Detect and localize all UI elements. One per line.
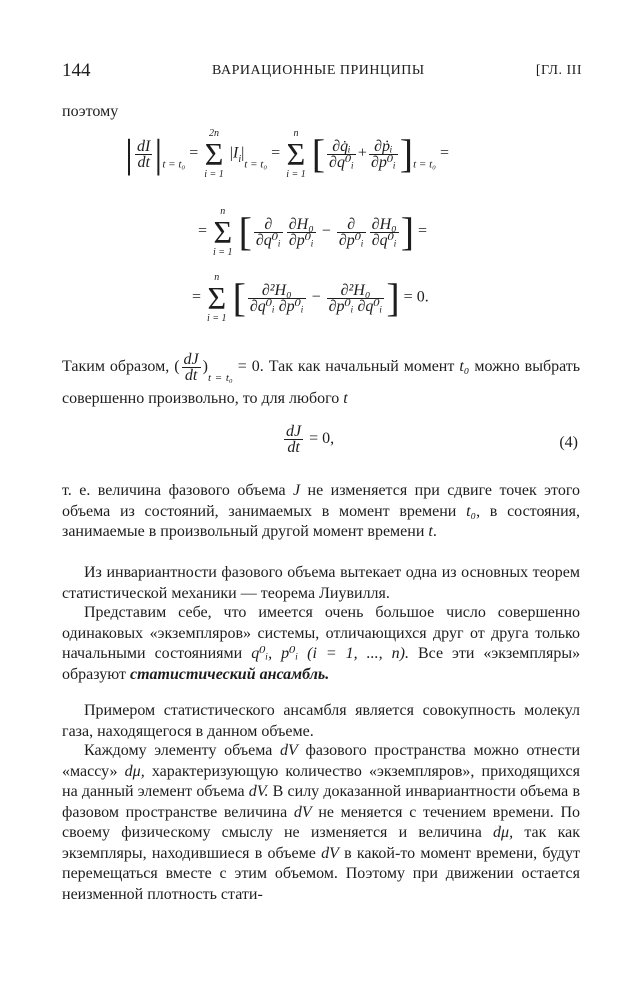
paragraph-liouville: Из инвариантности фазового объема вытекает одна из основных теорем статистической механики — теорема Лиувилля. — [62, 564, 580, 602]
fraction-dJ-dt: $\frac{dJ}{dt}$ — [183, 351, 199, 384]
paragraph-example: Примером статистического ансамбля является совокупность молекул газа, находящегося в данном объеме. — [62, 702, 580, 740]
sum-n: n Σ i = 1 — [207, 272, 227, 324]
fraction-dI-dt: $\frac{dI}{dt}$ — [137, 137, 151, 171]
running-head — [62, 60, 582, 82]
equation-line-3: = n Σ i = 1 [ $\frac{\text{∂²H₀}}{\text{∂q⁰ᵢ ∂p⁰ᵢ}}$ − $\frac{\text{∂²H₀}}{\text{∂p⁰ᵢ ∂q⁰ᵢ}}$ ] = 0. — [192, 272, 429, 324]
paragraph-ensemble: Представим себе, что имеется очень большое число совершенно одинаковых «экземпляров» системы, отличающихся друг от друга только начальными состояниями q⁰ᵢ, p⁰ᵢ (i = 1, ..., n). Все эти «экземпляры» образуют статистический ансамбль. — [62, 604, 581, 683]
page-number: 144 — [62, 60, 91, 81]
intro-word: поэтому — [62, 103, 119, 120]
sum-2n: 2n Σ i = 1 — [204, 128, 224, 180]
abs-bar-left: | — [125, 131, 134, 176]
equation-line-1: | $\frac{dI}{dt}$ $|_{t = t_0}$ = 2n Σ i = 1 $|I_i|_{t = t_0}$ = n Σ i = 1 [ $\frac{\text{∂q̇ᵢ}}{\text{∂q⁰ᵢ}}$ + $\frac{\text{∂ṗᵢ}}{\text{∂p⁰ᵢ}}$ ]$_{t = t_0}$ = — [125, 128, 450, 180]
abs-bar-right: | — [154, 131, 163, 176]
chapter-reference: [ГЛ. III — [535, 63, 582, 78]
sum-n: n Σ i = 1 — [286, 128, 306, 180]
sum-n: n Σ i = 1 — [213, 206, 233, 258]
running-title: ВАРИАЦИОННЫЕ ПРИНЦИПЫ — [212, 63, 425, 78]
equation-number: (4) — [559, 434, 578, 451]
paragraph-phase-volume: т. е. величина фазового объема J не изменяется при сдвиге точек этого объема из состояний, занимаемых в момент времени t₀, в состояния, занимаемые в произвольный другой момент времени t. — [62, 482, 581, 540]
paragraph-thus: Таким образом, ( $\frac{dJ}{dt}$ )$_{t = t_0} = 0$. Так как начальный момент t₀ можно выбрать совершенно произвольно, то для любого t — [62, 351, 581, 407]
paragraph-mass: Каждому элементу объема dV фазового пространства можно отнести «массу» dμ, характеризующую количество «экземпляров», приходящихся на данный элемент объема dV. В силу доказанной инвариантности объема в фазовом пространстве величина dV не меняется с течением времени. По своему физическому смыслу не изменяется и величина dμ, так как экземпляры, находившиеся в объеме dV в какой-то момент времени, будут перемещаться вместе с этим объемом. Поэтому при движении остается неизменной плотность стати- — [62, 742, 581, 903]
equation-line-2: = n Σ i = 1 [ $\frac{\partial}{\text{∂q⁰ᵢ}}$ $\frac{\text{∂H₀}}{\text{∂p⁰ᵢ}}$ − $\frac{\partial}{\text{∂p⁰ᵢ}}$ $\frac{\text{∂H₀}}{\text{∂q⁰ᵢ}}$ ] = — [198, 206, 428, 258]
equation-4: $\frac{dJ}{dt}$ = 0, — [286, 423, 335, 456]
